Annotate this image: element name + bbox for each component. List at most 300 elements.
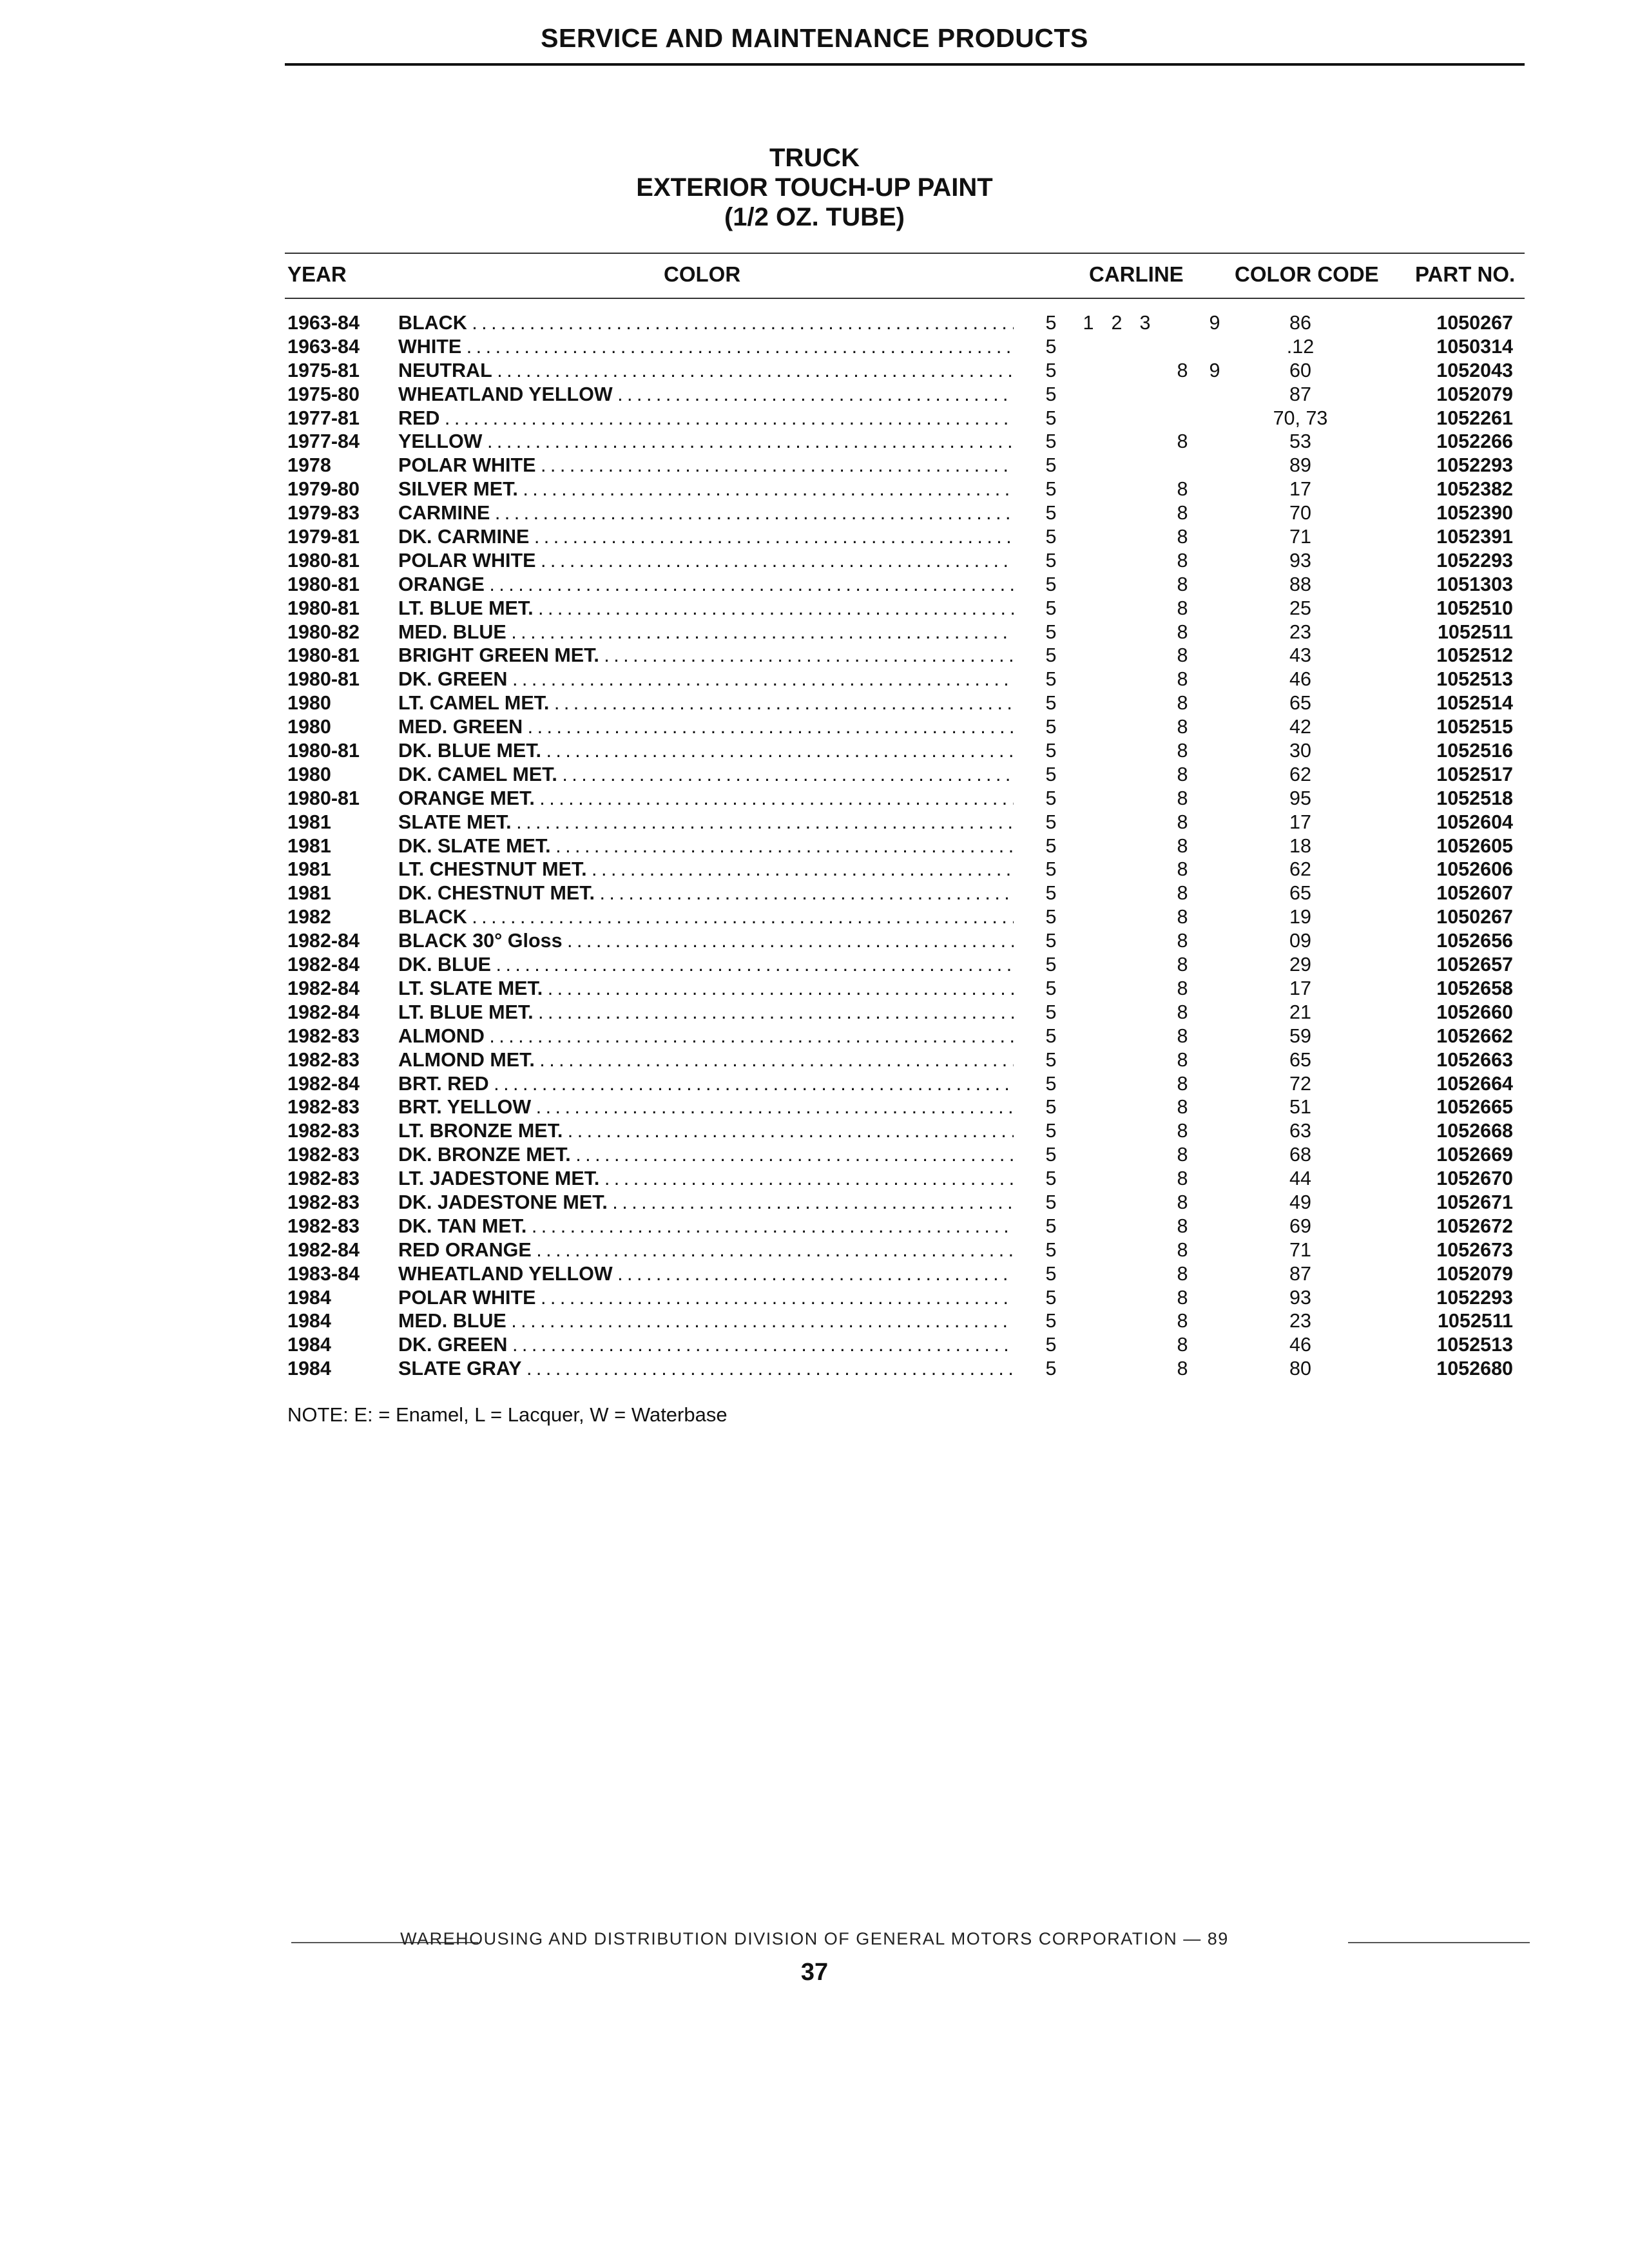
carline-cell: 3	[1139, 312, 1151, 334]
year-cell: 1984	[287, 1334, 331, 1356]
table-row	[0, 1119, 1629, 1143]
color-cell: POLAR WHITE . . .	[398, 454, 1014, 477]
part-number-cell: 1052516	[1436, 740, 1513, 762]
color-cell: ORANGE . . .	[398, 573, 1014, 597]
carline-cell: 5	[1045, 1120, 1057, 1142]
year-cell: 1982	[287, 906, 331, 928]
color-code-cell: 93	[1289, 1286, 1311, 1309]
part-number-cell: 1052657	[1436, 954, 1513, 976]
color-cell: BRT. YELLOW . . .	[398, 1095, 1014, 1119]
color-cell: LT. BRONZE MET. . . .	[398, 1119, 1014, 1143]
year-cell: 1981	[287, 882, 331, 905]
table-row	[0, 691, 1629, 715]
part-number-cell: 1052664	[1436, 1072, 1513, 1095]
part-number-cell: 1052510	[1436, 597, 1513, 619]
year-cell: 1982-83	[287, 1215, 360, 1237]
carline-cell: 5	[1045, 834, 1057, 857]
table-row	[0, 668, 1629, 691]
table-row	[0, 383, 1629, 407]
table-row	[0, 573, 1629, 597]
carline-cell: 8	[1177, 787, 1188, 809]
color-cell: LT. CAMEL MET. . . .	[398, 691, 1014, 715]
table-row	[0, 620, 1629, 644]
carline-cell: 8	[1177, 1238, 1188, 1261]
part-number-cell: 1052266	[1436, 430, 1513, 453]
carline-cell: 8	[1177, 1096, 1188, 1119]
carline-cell: 8	[1177, 977, 1188, 999]
color-cell: CARMINE . . .	[398, 501, 1014, 525]
color-code-cell: 71	[1289, 1238, 1311, 1261]
carline-cell: 5	[1045, 668, 1057, 691]
table-row	[0, 1143, 1629, 1167]
carline-cell: 5	[1045, 1072, 1057, 1095]
carline-cell: 8	[1177, 716, 1188, 738]
column-header-carline: CARLINE	[1089, 262, 1184, 286]
table-row	[0, 834, 1629, 858]
carline-cell: 8	[1177, 811, 1188, 833]
page-number: 37	[800, 1959, 829, 1986]
carline-cell: 5	[1045, 1024, 1057, 1047]
carline-cell: 5	[1045, 1168, 1057, 1190]
carline-cell: 5	[1045, 763, 1057, 785]
color-code-cell: 09	[1289, 930, 1311, 952]
year-cell: 1982-84	[287, 1001, 360, 1023]
table-row	[0, 1167, 1629, 1191]
carline-cell: 5	[1045, 716, 1057, 738]
year-cell: 1982-84	[287, 930, 360, 952]
color-code-cell: 18	[1289, 834, 1311, 857]
table-row	[0, 715, 1629, 739]
page-header: SERVICE AND MAINTENANCE PRODUCTS	[541, 23, 1088, 53]
part-number-cell: 1052656	[1436, 930, 1513, 952]
year-cell: 1975-81	[287, 359, 360, 381]
color-cell: MED. BLUE . . .	[398, 620, 1014, 644]
color-code-cell: 70, 73	[1273, 407, 1328, 429]
year-cell: 1980-81	[287, 597, 360, 619]
carline-cell: 9	[1209, 312, 1220, 334]
carline-cell: 8	[1177, 1001, 1188, 1023]
carline-cell: 5	[1045, 383, 1057, 405]
year-cell: 1963-84	[287, 312, 360, 334]
carline-cell: 5	[1045, 502, 1057, 524]
year-cell: 1963-84	[287, 335, 360, 358]
year-cell: 1984	[287, 1286, 331, 1309]
color-cell: DK. BLUE MET. . . .	[398, 739, 1014, 763]
carline-cell: 8	[1177, 930, 1188, 952]
year-cell: 1982-83	[287, 1096, 360, 1119]
year-cell: 1980-81	[287, 787, 360, 809]
table-title-line-3: (1/2 OZ. TUBE)	[724, 203, 905, 231]
color-cell: BLACK . . .	[398, 311, 1014, 335]
color-code-cell: 70	[1289, 502, 1311, 524]
carline-cell: 5	[1045, 573, 1057, 595]
part-number-cell: 1050314	[1436, 335, 1513, 358]
carline-cell: 5	[1045, 1191, 1057, 1213]
color-code-cell: 88	[1289, 573, 1311, 595]
carline-cell: 5	[1045, 740, 1057, 762]
part-number-cell: 1052079	[1436, 1262, 1513, 1285]
table-title-line-1: TRUCK	[769, 144, 860, 172]
table-row	[0, 811, 1629, 834]
table-row	[0, 597, 1629, 620]
part-number-cell: 1052390	[1436, 502, 1513, 524]
carline-cell: 8	[1177, 478, 1188, 501]
column-header-year: YEAR	[287, 262, 347, 286]
year-cell: 1980-82	[287, 620, 360, 643]
carline-cell: 8	[1177, 1310, 1188, 1332]
carline-cell: 8	[1177, 692, 1188, 715]
year-cell: 1982-84	[287, 1072, 360, 1095]
year-cell: 1980	[287, 716, 331, 738]
color-code-cell: 65	[1289, 882, 1311, 905]
color-code-cell: 65	[1289, 1048, 1311, 1071]
part-number-cell: 1052513	[1436, 668, 1513, 691]
year-cell: 1979-80	[287, 478, 360, 501]
carline-cell: 5	[1045, 312, 1057, 334]
part-number-cell: 1052382	[1436, 478, 1513, 501]
color-cell: SLATE MET. . . .	[398, 811, 1014, 834]
table-row	[0, 1095, 1629, 1119]
color-code-cell: 95	[1289, 787, 1311, 809]
color-code-cell: 80	[1289, 1358, 1311, 1380]
carline-cell: 8	[1177, 1048, 1188, 1071]
color-cell: DK. GREEN . . .	[398, 1333, 1014, 1357]
part-number-cell: 1050267	[1436, 312, 1513, 334]
part-number-cell: 1052673	[1436, 1238, 1513, 1261]
carline-cell: 1	[1083, 312, 1094, 334]
table-row	[0, 430, 1629, 454]
color-code-cell: 51	[1289, 1096, 1311, 1119]
table-row	[0, 787, 1629, 811]
color-cell: LT. BLUE MET. . . .	[398, 1001, 1014, 1024]
table-row	[0, 763, 1629, 787]
color-code-cell: 29	[1289, 954, 1311, 976]
carline-cell: 5	[1045, 644, 1057, 667]
year-cell: 1980-81	[287, 573, 360, 595]
color-code-cell: 86	[1289, 312, 1311, 334]
year-cell: 1980-81	[287, 549, 360, 572]
color-code-cell: 46	[1289, 668, 1311, 691]
part-number-cell: 1052517	[1436, 763, 1513, 785]
carline-cell: 5	[1045, 977, 1057, 999]
color-cell: ALMOND MET. . . .	[398, 1048, 1014, 1072]
color-cell: DK. GREEN . . .	[398, 668, 1014, 691]
part-number-cell: 1052670	[1436, 1168, 1513, 1190]
color-cell: DK. CHESTNUT MET. . . .	[398, 881, 1014, 905]
table-row	[0, 1215, 1629, 1238]
carline-cell: 5	[1045, 1262, 1057, 1285]
color-cell: SLATE GRAY . . .	[398, 1357, 1014, 1381]
table-top-rule	[285, 253, 1525, 254]
part-number-cell: 1052668	[1436, 1120, 1513, 1142]
part-number-cell: 1052511	[1437, 620, 1513, 643]
color-code-cell: 23	[1289, 1310, 1311, 1332]
part-number-cell: 1052515	[1436, 716, 1513, 738]
year-cell: 1982-83	[287, 1191, 360, 1213]
table-row	[0, 311, 1629, 335]
part-number-cell: 1052607	[1436, 882, 1513, 905]
paint-table-body	[0, 311, 1629, 1381]
table-row	[0, 953, 1629, 977]
carline-cell: 5	[1045, 1001, 1057, 1023]
table-row	[0, 1191, 1629, 1215]
note: NOTE: E: = Enamel, L = Lacquer, W = Waterbase	[287, 1403, 728, 1426]
color-cell: BLACK . . .	[398, 905, 1014, 929]
year-cell: 1980-81	[287, 740, 360, 762]
table-row	[0, 1309, 1629, 1333]
part-number-cell: 1051303	[1436, 573, 1513, 595]
carline-cell: 5	[1045, 1334, 1057, 1356]
part-number-cell: 1052518	[1436, 787, 1513, 809]
part-number-cell: 1052512	[1436, 644, 1513, 667]
table-row	[0, 905, 1629, 929]
color-code-cell: 87	[1289, 383, 1311, 405]
part-number-cell: 1052514	[1436, 692, 1513, 715]
year-cell: 1977-81	[287, 407, 360, 429]
color-code-cell: 25	[1289, 597, 1311, 619]
color-code-cell: 71	[1289, 526, 1311, 548]
carline-cell: 5	[1045, 359, 1057, 381]
part-number-cell: 1052293	[1436, 549, 1513, 572]
table-row	[0, 1238, 1629, 1262]
color-cell: WHITE . . .	[398, 335, 1014, 359]
color-code-cell: 43	[1289, 644, 1311, 667]
color-cell: MED. BLUE . . .	[398, 1309, 1014, 1333]
color-code-cell: .12	[1286, 335, 1315, 358]
carline-cell: 8	[1177, 906, 1188, 928]
color-cell: DK. TAN MET. . . .	[398, 1215, 1014, 1238]
carline-cell: 5	[1045, 1238, 1057, 1261]
color-cell: ALMOND . . .	[398, 1024, 1014, 1048]
color-code-cell: 63	[1289, 1120, 1311, 1142]
part-number-cell: 1052043	[1436, 359, 1513, 381]
color-code-cell: 68	[1289, 1144, 1311, 1166]
color-cell: DK. BLUE . . .	[398, 953, 1014, 977]
carline-cell: 8	[1177, 1286, 1188, 1309]
color-code-cell: 53	[1289, 430, 1311, 453]
color-code-cell: 21	[1289, 1001, 1311, 1023]
color-code-cell: 17	[1289, 811, 1311, 833]
year-cell: 1984	[287, 1310, 331, 1332]
carline-cell: 5	[1045, 858, 1057, 881]
table-row	[0, 929, 1629, 953]
color-cell: BLACK 30° Gloss . . .	[398, 929, 1014, 953]
year-cell: 1982-84	[287, 1238, 360, 1261]
color-code-cell: 89	[1289, 454, 1311, 477]
year-cell: 1979-81	[287, 526, 360, 548]
color-cell: WHEATLAND YELLOW . . .	[398, 383, 1014, 407]
color-cell: RED ORANGE . . .	[398, 1238, 1014, 1262]
year-cell: 1978	[287, 454, 331, 477]
part-number-cell: 1052669	[1436, 1144, 1513, 1166]
carline-cell: 5	[1045, 1215, 1057, 1237]
color-cell: LT. BLUE MET. . . .	[398, 597, 1014, 620]
carline-cell: 8	[1177, 1334, 1188, 1356]
color-cell: POLAR WHITE . . .	[398, 1286, 1014, 1310]
carline-cell: 8	[1177, 620, 1188, 643]
table-row	[0, 1262, 1629, 1286]
table-row	[0, 1333, 1629, 1357]
color-cell: LT. JADESTONE MET. . . .	[398, 1167, 1014, 1191]
carline-cell: 5	[1045, 620, 1057, 643]
year-cell: 1981	[287, 834, 331, 857]
year-cell: 1983-84	[287, 1262, 360, 1285]
table-row	[0, 549, 1629, 573]
column-header-color: COLOR	[664, 262, 741, 286]
carline-cell: 5	[1045, 906, 1057, 928]
part-number-cell: 1052662	[1436, 1024, 1513, 1047]
table-title-line-2: EXTERIOR TOUCH-UP PAINT	[636, 173, 993, 202]
table-row	[0, 977, 1629, 1001]
part-number-cell: 1052513	[1436, 1334, 1513, 1356]
year-cell: 1980-81	[287, 644, 360, 667]
color-code-cell: 72	[1289, 1072, 1311, 1095]
carline-cell: 8	[1177, 359, 1188, 381]
color-code-cell: 30	[1289, 740, 1311, 762]
table-row	[0, 525, 1629, 549]
color-cell: NEUTRAL . . .	[398, 359, 1014, 383]
part-number-cell: 1052293	[1436, 1286, 1513, 1309]
table-row	[0, 454, 1629, 477]
carline-cell: 5	[1045, 478, 1057, 501]
color-cell: POLAR WHITE . . .	[398, 549, 1014, 573]
carline-cell: 8	[1177, 1358, 1188, 1380]
table-row	[0, 1024, 1629, 1048]
carline-cell: 8	[1177, 882, 1188, 905]
color-code-cell: 42	[1289, 716, 1311, 738]
table-header-rule	[285, 298, 1525, 299]
color-code-cell: 17	[1289, 977, 1311, 999]
carline-cell: 8	[1177, 668, 1188, 691]
carline-cell: 5	[1045, 335, 1057, 358]
carline-cell: 2	[1111, 312, 1123, 334]
part-number-cell: 1052663	[1436, 1048, 1513, 1071]
year-cell: 1982-84	[287, 954, 360, 976]
year-cell: 1977-84	[287, 430, 360, 453]
year-cell: 1982-83	[287, 1168, 360, 1190]
part-number-cell: 1052672	[1436, 1215, 1513, 1237]
color-code-cell: 60	[1289, 359, 1311, 381]
color-cell: DK. BRONZE MET. . . .	[398, 1143, 1014, 1167]
color-code-cell: 44	[1289, 1168, 1311, 1190]
carline-cell: 8	[1177, 549, 1188, 572]
table-row	[0, 858, 1629, 881]
carline-cell: 8	[1177, 954, 1188, 976]
part-number-cell: 1052511	[1437, 1310, 1513, 1332]
color-cell: ORANGE MET. . . .	[398, 787, 1014, 811]
carline-cell: 5	[1045, 1048, 1057, 1071]
year-cell: 1984	[287, 1358, 331, 1380]
footer-rule-right	[1348, 1942, 1530, 1943]
carline-cell: 8	[1177, 1072, 1188, 1095]
carline-cell: 8	[1177, 1262, 1188, 1285]
carline-cell: 8	[1177, 1024, 1188, 1047]
color-cell: DK. JADESTONE MET. . . .	[398, 1191, 1014, 1215]
table-row	[0, 359, 1629, 383]
part-number-cell: 1052604	[1436, 811, 1513, 833]
carline-cell: 8	[1177, 858, 1188, 881]
year-cell: 1982-83	[287, 1144, 360, 1166]
carline-cell: 5	[1045, 597, 1057, 619]
year-cell: 1979-83	[287, 502, 360, 524]
carline-cell: 5	[1045, 882, 1057, 905]
color-code-cell: 93	[1289, 549, 1311, 572]
color-cell: RED . . .	[398, 407, 1014, 430]
table-row	[0, 644, 1629, 668]
carline-cell: 9	[1209, 359, 1220, 381]
color-cell: WHEATLAND YELLOW . . .	[398, 1262, 1014, 1286]
year-cell: 1982-83	[287, 1048, 360, 1071]
carline-cell: 8	[1177, 1144, 1188, 1166]
part-number-cell: 1050267	[1436, 906, 1513, 928]
color-code-cell: 19	[1289, 906, 1311, 928]
color-code-cell: 65	[1289, 692, 1311, 715]
part-number-cell: 1052658	[1436, 977, 1513, 999]
color-cell: LT. SLATE MET. . . .	[398, 977, 1014, 1001]
part-number-cell: 1052605	[1436, 834, 1513, 857]
carline-cell: 8	[1177, 573, 1188, 595]
table-row	[0, 1048, 1629, 1072]
table-row	[0, 477, 1629, 501]
year-cell: 1975-80	[287, 383, 360, 405]
table-row	[0, 501, 1629, 525]
part-number-cell: 1052606	[1436, 858, 1513, 881]
year-cell: 1982-84	[287, 977, 360, 999]
table-row	[0, 1357, 1629, 1381]
table-row	[0, 739, 1629, 763]
column-header-part-no: PART NO.	[1415, 262, 1516, 286]
carline-cell: 5	[1045, 787, 1057, 809]
color-code-cell: 49	[1289, 1191, 1311, 1213]
color-code-cell: 46	[1289, 1334, 1311, 1356]
year-cell: 1982-83	[287, 1120, 360, 1142]
part-number-cell: 1052665	[1436, 1096, 1513, 1119]
color-code-cell: 62	[1289, 763, 1311, 785]
carline-cell: 8	[1177, 526, 1188, 548]
carline-cell: 5	[1045, 1310, 1057, 1332]
table-row	[0, 881, 1629, 905]
part-number-cell: 1052660	[1436, 1001, 1513, 1023]
table-row	[0, 407, 1629, 430]
color-cell: LT. CHESTNUT MET. . . .	[398, 858, 1014, 881]
part-number-cell: 1052261	[1436, 407, 1513, 429]
part-number-cell: 1052680	[1436, 1358, 1513, 1380]
table-title	[0, 143, 1629, 232]
year-cell: 1981	[287, 858, 331, 881]
carline-cell: 8	[1177, 430, 1188, 453]
year-cell: 1980	[287, 763, 331, 785]
carline-cell: 8	[1177, 763, 1188, 785]
color-code-cell: 87	[1289, 1262, 1311, 1285]
carline-cell: 5	[1045, 1144, 1057, 1166]
carline-cell: 5	[1045, 692, 1057, 715]
color-cell: DK. CARMINE . . .	[398, 525, 1014, 549]
carline-cell: 8	[1177, 834, 1188, 857]
carline-cell: 5	[1045, 954, 1057, 976]
carline-cell: 5	[1045, 1358, 1057, 1380]
carline-cell: 8	[1177, 740, 1188, 762]
carline-cell: 5	[1045, 526, 1057, 548]
header-rule	[285, 63, 1525, 66]
carline-cell: 5	[1045, 407, 1057, 429]
year-cell: 1982-83	[287, 1024, 360, 1047]
carline-cell: 8	[1177, 1168, 1188, 1190]
color-cell: MED. GREEN . . .	[398, 715, 1014, 739]
table-row	[0, 1001, 1629, 1024]
carline-cell: 5	[1045, 1286, 1057, 1309]
carline-cell: 8	[1177, 1215, 1188, 1237]
color-cell: BRIGHT GREEN MET. . . .	[398, 644, 1014, 668]
